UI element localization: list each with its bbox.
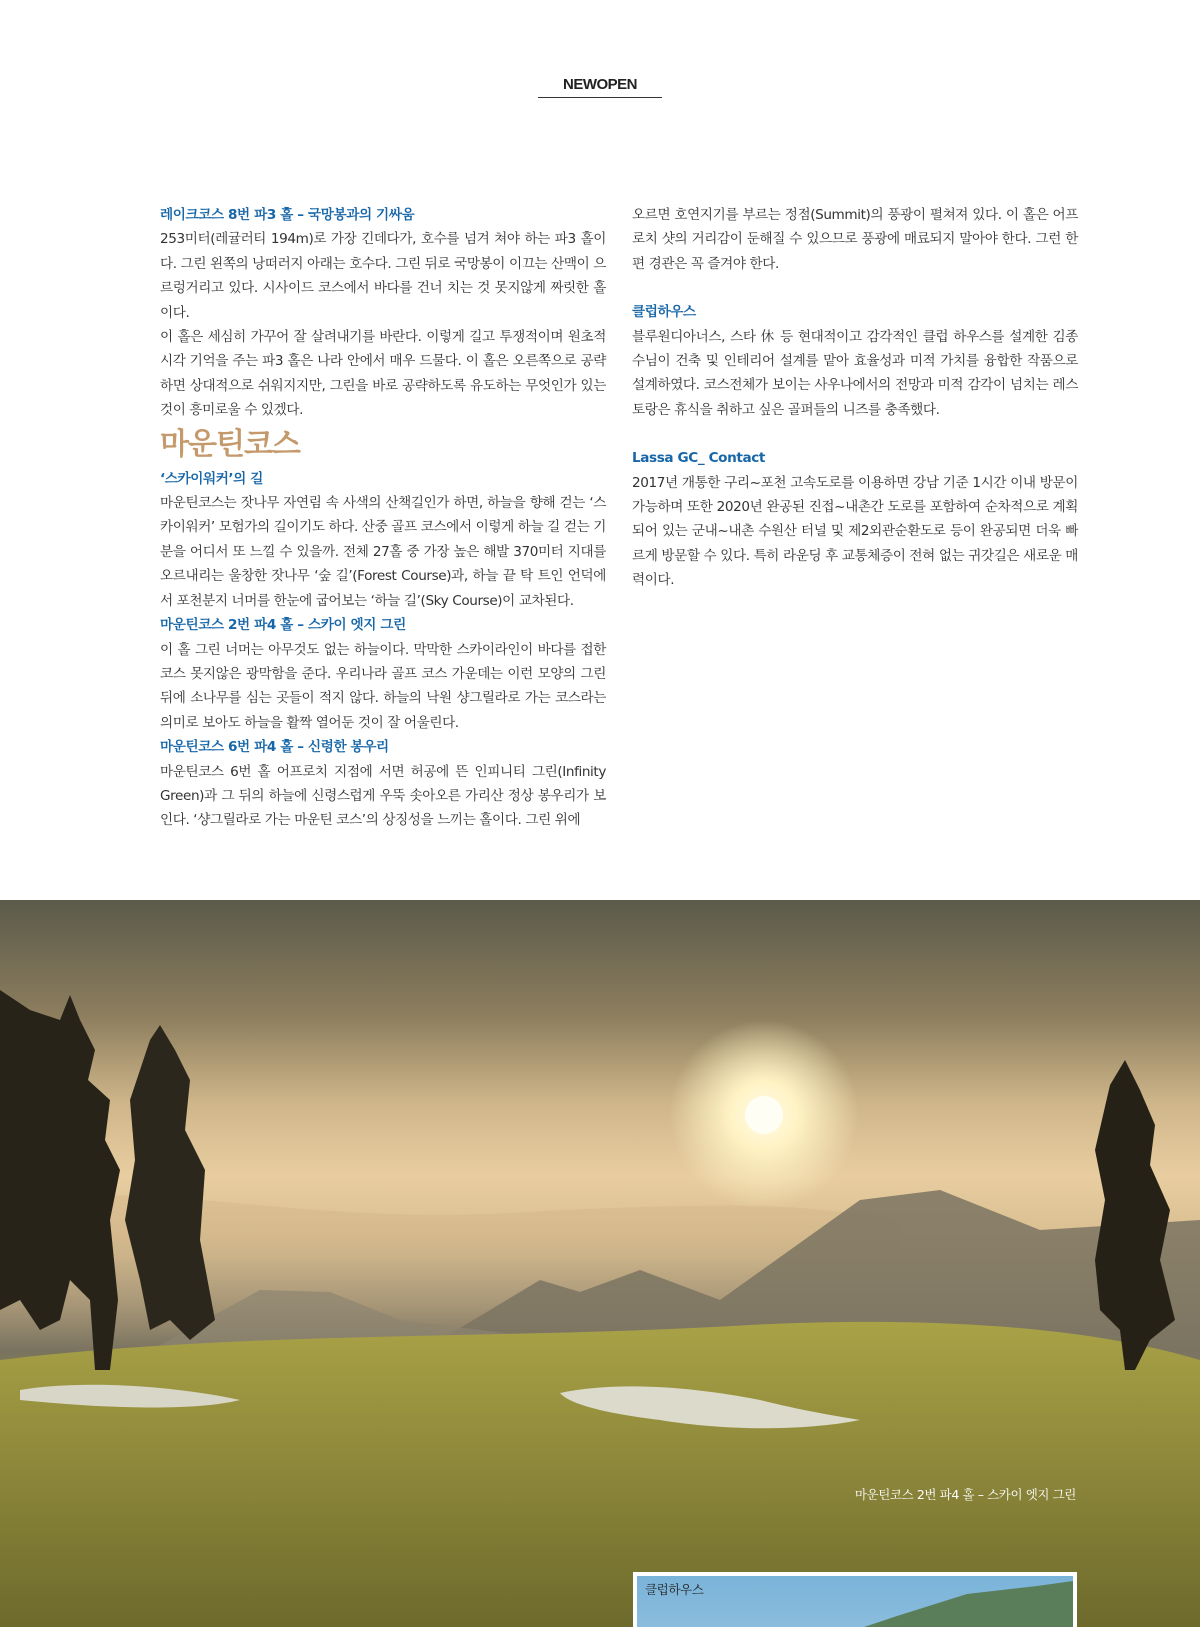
subheading-lake-8: 레이크코스 8번 파3 홀 – 국망봉과의 기싸움: [160, 207, 415, 223]
sunset-golf-course-image: [0, 900, 1200, 1627]
paragraph: 블루원디아너스, 스타 休 등 현대적이고 감각적인 클럽 하우스를 설계한 김종수님이 건축 및 인테리어 설계를 맡아 효율성과 미적 가치를 융합한 작품으로 설계하였다. 코스전체가 보이는 사우나에서의 전망과 미적 감각이 넘치는 레스토랑은 휴식을 취하고 싶은 골퍼들의 니즈를 충족했다.: [632, 328, 1078, 418]
subheading-skywalker: ‘스카이워커’의 길: [160, 470, 263, 487]
hero-sunset-photo: [0, 900, 1200, 1627]
subheading-mountain-2: 마운틴코스 2번 파4 홀 – 스카이 엣지 그린: [160, 617, 406, 634]
paragraph: 253미터(레귤러티 194m)로 가장 긴데다가, 호수를 넘겨 쳐야 하는 파3 홀이다. 그린 왼쪽의 낭떠러지 아래는 호수다. 그린 뒤로 국망봉이 이끄는 산맥이 으르렁거리고 있다. 시사이드 코스에서 바다를 건너 치는 것 못지않게 짜릿한 홀이다.: [160, 231, 606, 321]
left-column: [160, 203, 606, 833]
clubhouse-photo: [633, 1572, 1077, 1627]
section-header: NEWOPEN: [538, 76, 662, 98]
right-column: [632, 203, 1078, 593]
paragraph: 이 홀 그린 너머는 아무것도 없는 하늘이다. 막막한 스카이라인이 바다를 접한 코스 못지않은 광막함을 준다. 우리나라 골프 코스 가운데는 이런 모양의 그린 뒤에 소나무를 심는 곳들이 적지 않다. 하늘의 낙원 샹그릴라로 가는 코스라는 의미로 보아도 하늘을 활짝 열어둔 것이 잘 어울린다.: [160, 641, 606, 731]
subheading-contact: Lassa GC_ Contact: [632, 450, 766, 467]
paragraph: 2017년 개통한 구리~포천 고속도로를 이용하면 강남 기준 1시간 이내 방문이 가능하며 또한 2020년 완공된 진접~내촌간 도로를 포함하여 순차적으로 계획되어 있는 군내~내촌 수원산 터널 및 제2외관순환도로 등이 완공되면 더욱 빠르게 방문할 수 있다. 특히 라운딩 후 교통체증이 전혀 없는 귀갓길은 새로운 매력이다.: [632, 474, 1078, 589]
paragraph: 마운틴코스 6번 홀 어프로치 지점에 서면 허공에 뜬 인피니티 그린(Infinity Green)과 그 뒤의 하늘에 신령스럽게 우뚝 솟아오른 가리산 정상 봉우리가 보인다. ‘샹그릴라로 가는 마운틴 코스’의 상징성을 느끼는 홀이다. 그린 위에: [160, 763, 606, 829]
photo-caption: 클럽하우스: [645, 1582, 704, 1597]
hero-caption: 마운틴코스 2번 파4 홀 – 스카이 엣지 그린: [854, 1487, 1076, 1502]
paragraph: 오르면 호연지기를 부르는 정점(Summit)의 풍광이 펼쳐져 있다. 이 홀은 어프로치 샷의 거리감이 둔해질 수 있으므로 풍광에 매료되지 말아야 한다. 그런 한편 경관은 꼭 즐겨야 한다.: [632, 207, 1078, 272]
section-title-mountain: 마운틴코스: [160, 426, 300, 462]
paragraph: 이 홀은 세심히 가꾸어 잘 살려내기를 바란다. 이렇게 길고 투쟁적이며 원초적 시각 기억을 주는 파3 홀은 나라 안에서 매우 드물다. 이 홀은 오른쪽으로 공략하면 상대적으로 쉬워지지만, 그린을 바로 공략하도록 유도하는 무엇인가 있는 것이 흥미로울 수 있겠다.: [160, 329, 606, 419]
paragraph: 마운틴코스는 잣나무 자연림 속 사색의 산책길인가 하면, 하늘을 향해 걷는 ‘스카이워커’ 모험가의 길이기도 하다. 산중 골프 코스에서 이렇게 하늘 길 걷는 기분을 어디서 또 느낄 수 있을까. 전체 27홀 중 가장 높은 해발 370미터 지대를 오르내리는 울창한 잣나무 ‘숲 길’(Forest Course)과, 하늘 끝 탁 트인 언덕에서 포천분지 너머를 한눈에 굽어보는 ‘하늘 길’(Sky Course)이 교차된다.: [160, 495, 606, 609]
subheading-mountain-6: 마운틴코스 6번 파4 홀 – 신령한 봉우리: [160, 739, 389, 756]
subheading-clubhouse: 클럽하우스: [632, 304, 696, 321]
